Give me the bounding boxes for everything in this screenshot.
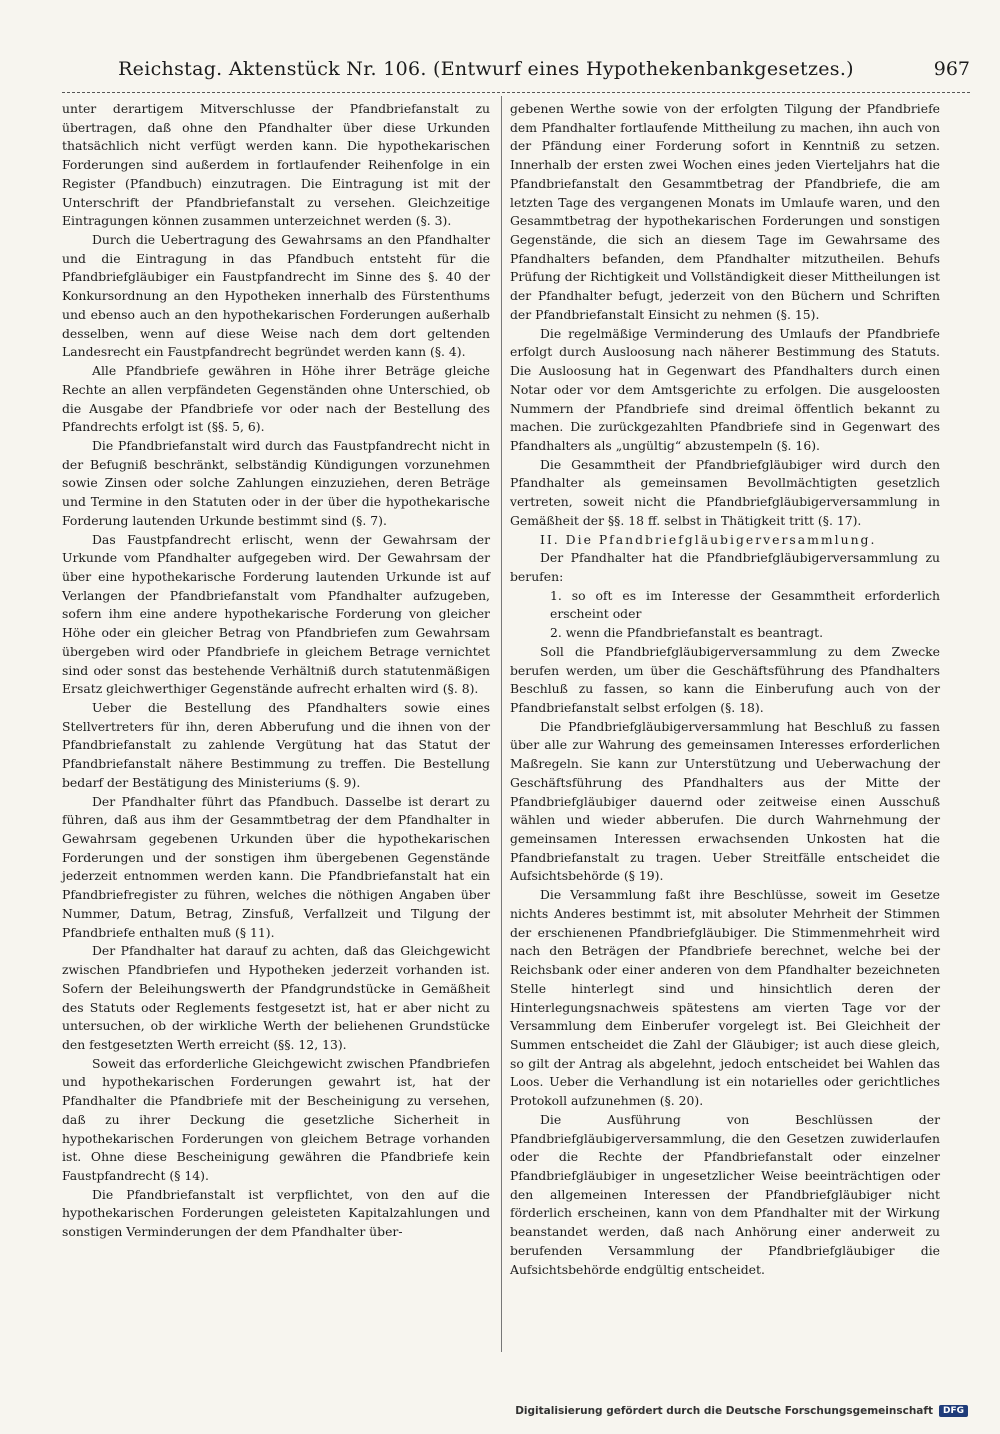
paragraph: Durch die Uebertragung des Gewahrsams an den Pfandhalter und die Eintragung in das Pfandbuch entsteht für die Pfandbriefgläubiger ein Faustpfandrecht im Sinne des §. 40 der Konkursordnung an den Hypotheken innerhalb des Fürstenthums und ebenso auch an den hypothekarischen Forderungen außerhalb desselben, wenn auf diese Weise nach dem dort geltenden Landesrecht ein Faustpfandrecht begründet werden kann (§. 4). [62, 232, 490, 360]
paragraph: unter derartigem Mitverschlusse der Pfandbriefanstalt zu übertragen, daß ohne den Pfandhalter über diese Urkunden thatsächlich nicht verfügt werden kann. Die hypothekarischen Forderungen sind außerdem in fortlaufender Reihenfolge in ein Register (Pfandbuch) einzutragen. Die Eintragung ist mit der Unterschrift der Pfandbriefanstalt zu versehen. Gleichzeitige Eintragungen können zusammen unterzeichnet werden (§. 3). [62, 101, 490, 229]
dfg-logo: DFG [939, 1405, 968, 1417]
numbered-list [510, 587, 940, 643]
paragraph: Die Pfandbriefanstalt wird durch das Faustpfandrecht nicht in der Befugniß beschränkt, selbständig Kündigungen vorzunehmen sowie Zinsen oder solche Zahlungen einzuziehen, deren Beträge und Termine in den Statuten oder in der über die hypothekarische Forderung lautenden Urkunde bestimmt sind (§. 7). [62, 437, 490, 528]
paragraph: Der Pfandhalter hat darauf zu achten, daß das Gleichgewicht zwischen Pfandbriefen und Hypotheken jederzeit vorhanden ist. Sofern der Beleihungswerth der Pfandgrundstücke in Gemäßheit des Statuts oder Reglements festgesetzt ist, hat er aber nicht zu untersuchen, ob der wirkliche Werth der beliehenen Grundstücke den festgesetzten Werth erreicht (§§. 12, 13). [62, 943, 490, 1052]
credit-text: Digitalisierung gefördert durch die Deutsche Forschungsgemeinschaft [515, 1405, 933, 1417]
page-number: 967 [933, 58, 970, 80]
running-title: Reichstag. Aktenstück Nr. 106. (Entwurf eines Hypothekenbankgesetzes.) [118, 58, 854, 80]
right-column [510, 100, 940, 1279]
column-divider [501, 96, 502, 1352]
paragraph: Ueber die Bestellung des Pfandhalters sowie eines Stellvertreters für ihn, deren Abberufung und die ihnen von der Pfandbriefanstalt zu zahlende Vergütung hat das Statut der Pfandbriefanstalt nähere Bestimmung zu treffen. Die Bestellung bedarf der Bestätigung des Ministeriums (§. 9). [62, 700, 490, 790]
paragraph: Die Gesammtheit der Pfandbriefgläubiger wird durch den Pfandhalter als gemeinsamen Bevollmächtigten gesetzlich vertreten, soweit nicht die Pfandbriefgläubigerversammlung in Gemäßheit der §§. 18 ff. selbst in Thätigkeit tritt (§. 17). [510, 456, 940, 528]
left-column [62, 100, 490, 1242]
list-item: 1. so oft es im Interesse der Gesammtheit erforderlich erscheint oder [550, 587, 940, 622]
paragraph: gebenen Werthe sowie von der erfolgten Tilgung der Pfandbriefe dem Pfandhalter fortlaufende Mittheilung zu machen, ihn auch von der Pfändung einer Forderung sofort in Kenntniß zu setzen. Innerhalb der ersten zwei Wochen eines jeden Vierteljahrs hat die Pfandbriefanstalt den Gesammtbetrag der Pfandbriefe, die am letzten Tage des vergangenen Monats im Umlaufe waren, und den Gesammtbetrag der hypothekarischen Forderungen und sonstigen Gegenstände, die sich an diesem Tage im Gewahrsame des Pfandhalters befanden, dem Pfandhalter mitzutheilen. Behufs Prüfung der Richtigkeit und Vollständigkeit dieser Mittheilungen ist der Pfandhalter befugt, jederzeit von den Büchern und Schriften der Pfandbriefanstalt Einsicht zu nehmen (§. 15). [510, 101, 940, 322]
paragraph: Alle Pfandbriefe gewähren in Höhe ihrer Beträge gleiche Rechte an allen verpfändeten Gegenständen ohne Unterschied, ob die Ausgabe der Pfandbriefe vor oder nach der Bestellung des Pfandrechts erfolgt ist (§§. 5, 6). [62, 363, 490, 435]
digitization-credit [515, 1405, 968, 1417]
paragraph: Die regelmäßige Verminderung des Umlaufs der Pfandbriefe erfolgt durch Ausloosung nach näherer Bestimmung des Statuts. Die Ausloosung hat in Gegenwart des Pfandhalters durch einen Notar oder vor dem Amtsgerichte zu erfolgen. Die ausgeloosten Nummern der Pfandbriefe sind dreimal öffentlich bekannt zu machen. Die zurückgezahlten Pfandbriefe sind in Gegenwart des Pfandhalters als „ungültig“ abzustempeln (§. 16). [510, 325, 940, 453]
paragraph: Soll die Pfandbriefgläubigerversammlung zu dem Zwecke berufen werden, um über die Geschäftsführung des Pfandhalters Beschluß zu fassen, so kann die Einberufung auch von der Pfandbriefanstalt selbst erfolgen (§. 18). [510, 643, 940, 715]
paragraph: Die Pfandbriefgläubigerversammlung hat Beschluß zu fassen über alle zur Wahrung des gemeinsamen Interesses erforderlichen Maßregeln. Sie kann zur Unterstützung und Ueberwachung der Geschäftsführung des Pfandhalters aus der Mitte der Pfandbriefgläubiger dauernd oder zeitweise einen Ausschuß wählen und wieder abberufen. Die durch Wahrnehmung der gemeinsamen Interessen erwachsenden Unkosten hat die Pfandbriefanstalt zu tragen. Ueber Streitfälle entscheidet die Aufsichtsbehörde (§ 19). [510, 718, 940, 884]
list-item: 2. wenn die Pfandbriefanstalt es beantragt. [550, 625, 824, 641]
paragraph: Die Pfandbriefanstalt ist verpflichtet, von den auf die hypothekarischen Forderungen geleisteten Kapitalzahlungen und sonstigen Verminderungen der dem Pfandhalter über- [62, 1186, 490, 1240]
paragraph: Die Versammlung faßt ihre Beschlüsse, soweit im Gesetze nichts Anderes bestimmt ist, mit absoluter Mehrheit der Stimmen der erschienenen Pfandbriefgläubiger. Die Stimmenmehrheit wird nach den Beträgen der Pfandbriefe berechnet, welche bei der Reichsbank oder einer anderen von dem Pfandhalter bezeichneten Stelle hinterlegt sind und hinsichtlich deren der Hinterlegungsnachweis spätestens am vierten Tage vor der Versammlung dem Einberufer vorgelegt ist. Bei Gleichheit der Summen entscheidet die Zahl der Gläubiger; ist auch diese gleich, so gilt der Antrag als abgelehnt, jedoch entscheidet bei Wahlen das Loos. Ueber die Verhandlung ist ein notarielles oder gerichtliches Protokoll aufzunehmen (§. 20). [510, 887, 940, 1109]
page-header [62, 58, 970, 88]
paragraph: Der Pfandhalter führt das Pfandbuch. Dasselbe ist derart zu führen, daß aus ihm der Gesammtbetrag der dem Pfandhalter in Gewahrsam gegebenen Urkunden über die hypothekarischen Forderungen und der sonstigen ihm übergebenen Gegenstände jederzeit entnommen werden kann. Die Pfandbriefanstalt hat ein Pfandbriefregister zu führen, welches die nöthigen Angaben über Nummer, Datum, Betrag, Zinsfuß, Verfallzeit und Tilgung der Pfandbriefe enthalten muß (§ 11). [62, 793, 490, 940]
section-heading: II. Die Pfandbriefgläubigerversammlung. [540, 531, 877, 547]
header-rule [62, 92, 970, 93]
paragraph: Die Ausführung von Beschlüssen der Pfandbriefgläubigerversammlung, die den Gesetzen zuwiderlaufen oder die Rechte der Pfandbriefanstalt oder einzelner Pfandbriefgläubiger in ungesetzlicher Weise beeinträchtigen oder den allgemeinen Interessen der Pfandbriefgläubiger nicht förderlich erscheinen, kann von dem Pfandhalter mit der Wirkung beanstandet werden, daß nach Anhörung einer anderweit zu berufenden Versammlung der Pfandbriefgläubiger die Aufsichtsbehörde endgültig entscheidet. [510, 1111, 940, 1277]
paragraph: Das Faustpfandrecht erlischt, wenn der Gewahrsam der Urkunde vom Pfandhalter aufgegeben wird. Der Gewahrsam der über eine hypothekarische Forderung lautenden Urkunde ist auf Verlangen der Pfandbriefanstalt vom Pfandhalter aufzugeben, sofern ihm eine andere hypothekarische Forderung von gleicher Höhe oder ein gleicher Betrag von Pfandbriefen zum Gewahrsam übergeben wird oder Pfandbriefe in gleichem Betrage vernichtet sind oder sonst das bestehende Verhältniß durch statutenmäßigen Ersatz gleichwerthiger Gegenstände aufrecht erhalten wird (§. 8). [62, 531, 490, 697]
paragraph: Soweit das erforderliche Gleichgewicht zwischen Pfandbriefen und hypothekarischen Forderungen gewahrt ist, hat der Pfandhalter die Pfandbriefe mit der Bescheinigung zu versehen, daß zu ihrer Deckung die gesetzliche Sicherheit in hypothekarischen Forderungen von gleichem Betrage vorhanden ist. Ohne diese Bescheinigung gewähren die Pfandbriefe kein Faustpfandrecht (§ 14). [62, 1055, 490, 1183]
paragraph: Der Pfandhalter hat die Pfandbriefgläubigerversammlung zu berufen: [510, 550, 940, 584]
